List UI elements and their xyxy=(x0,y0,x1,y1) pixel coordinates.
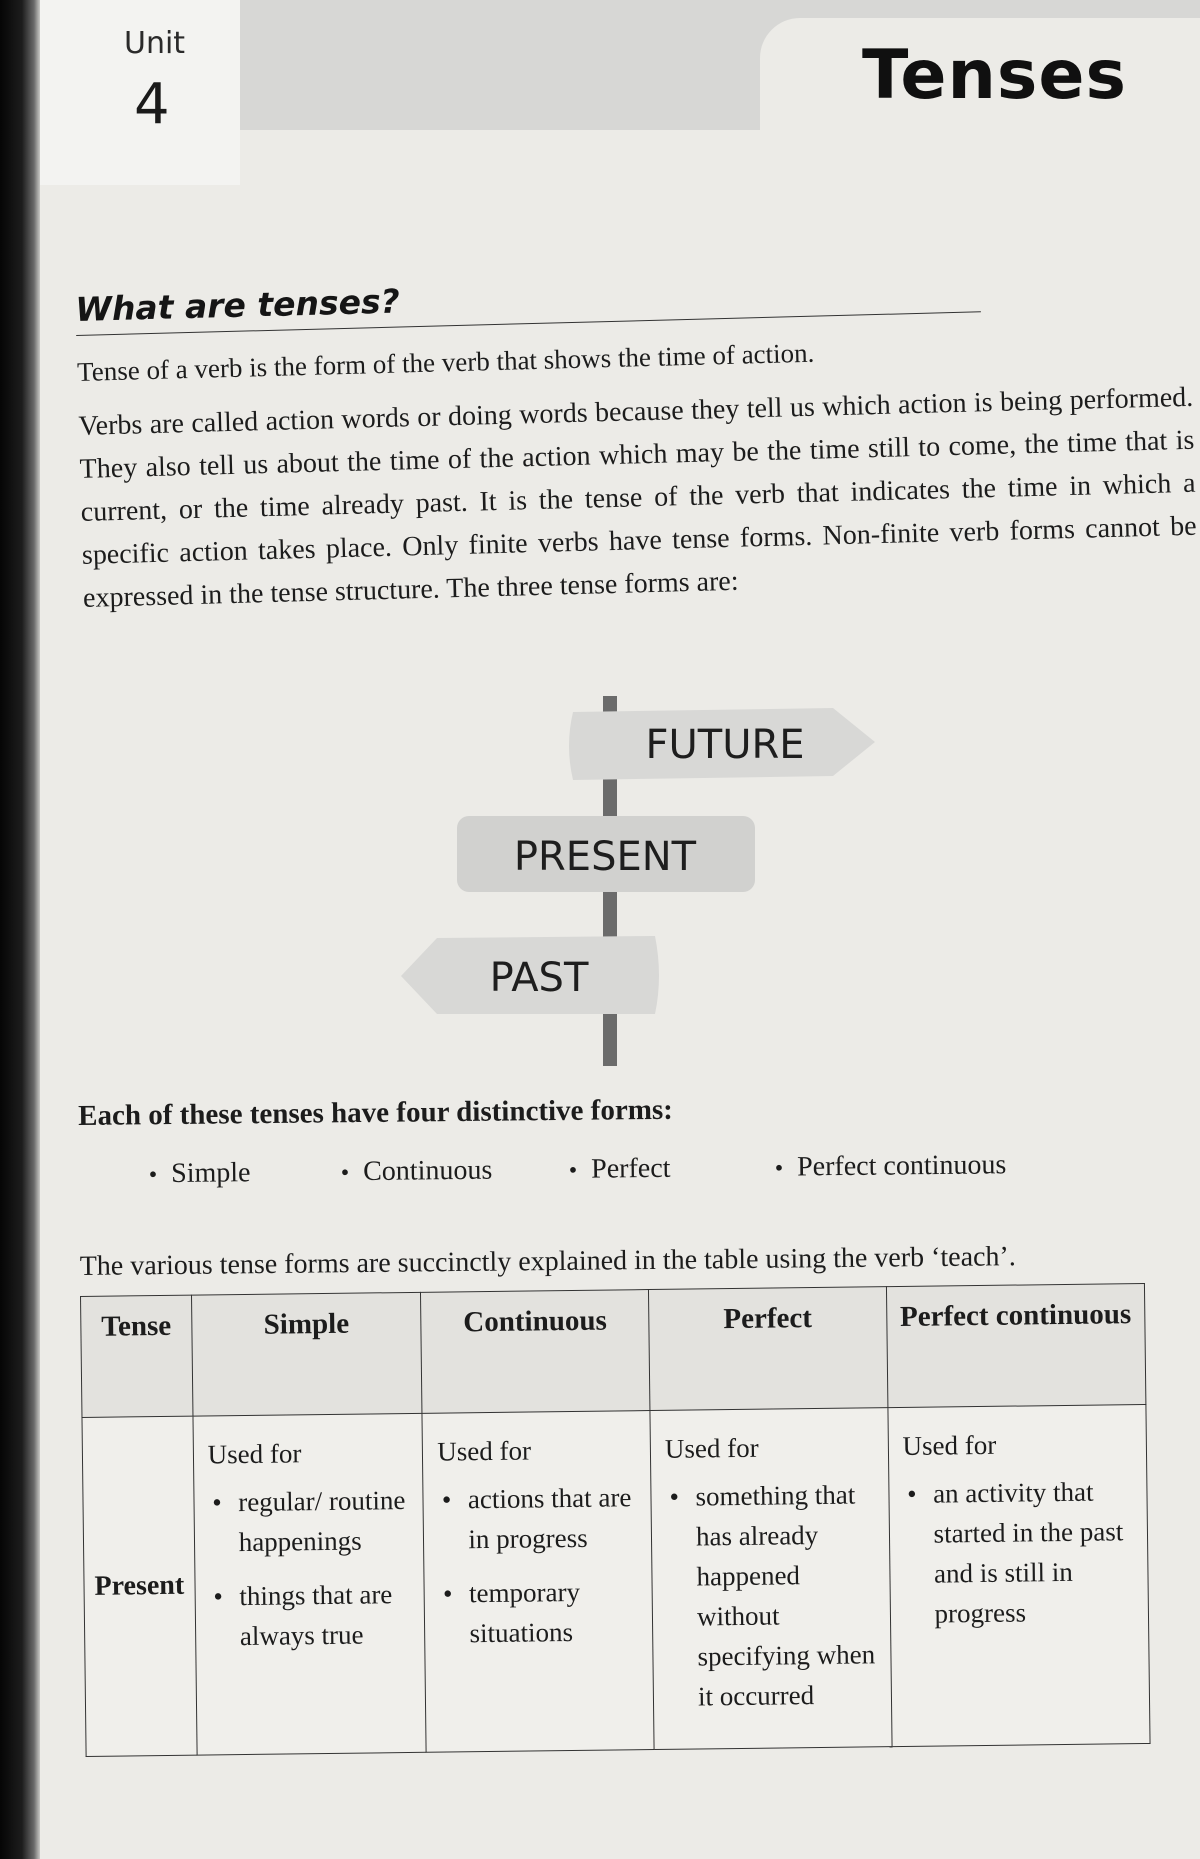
cell-bullet: • temporary situations xyxy=(439,1571,639,1653)
section-heading: What are tenses? xyxy=(75,266,981,336)
page-title: Tenses xyxy=(862,36,1127,115)
cell-bullet: • regular/ routine happenings xyxy=(208,1480,410,1562)
unit-number: 4 xyxy=(134,72,170,137)
form-perfect-continuous: • Perfect continuous xyxy=(775,1149,1007,1183)
table-intro: The various tense forms are succinctly explained in the table using the verb ‘teach’. xyxy=(79,1241,1016,1282)
form-perfect: • Perfect xyxy=(569,1153,671,1186)
header-perfect-continuous: Perfect continuous xyxy=(886,1283,1146,1407)
forms-heading: Each of these tenses have four distinctive forms: xyxy=(78,1093,674,1132)
header-continuous: Continuous xyxy=(421,1290,650,1414)
cell-lead: Used for xyxy=(437,1435,532,1467)
cell-bullet: • something that has already happened without specifying when it occurred xyxy=(665,1474,876,1717)
row-tense-present: Present xyxy=(82,1416,197,1756)
cell-present-continuous xyxy=(422,1411,654,1753)
cell-bullet: • things that are always true xyxy=(209,1574,411,1656)
form-simple: • Simple xyxy=(149,1157,251,1190)
tense-table xyxy=(80,1283,1151,1757)
form-continuous: • Continuous xyxy=(341,1155,493,1189)
cell-bullet: • an activity that started in the past and is still in progress xyxy=(903,1471,1134,1634)
present-label: PRESENT xyxy=(513,834,697,880)
forms-section xyxy=(78,1088,1180,1283)
future-label: FUTURE xyxy=(645,722,805,768)
book-spine-shadow xyxy=(0,0,40,1859)
cell-bullet-list xyxy=(208,1480,411,1656)
cell-present-perfect-continuous xyxy=(888,1404,1151,1746)
cell-bullet: • actions that are in progress xyxy=(438,1477,638,1559)
body-paragraph: Verbs are called action words or doing words because they tell us which action is being performed. They also tell us about the time of the action which may be the time still to come, the time that is current, or the time already past. It is the tense of the verb that indicates the time in which a specific action takes place. Only finite verbs have tense forms. Non-finite verb forms cannot be expressed in the tense structure. The three tense forms are: xyxy=(78,381,1197,614)
cell-lead: Used for xyxy=(902,1429,997,1461)
cell-present-simple xyxy=(193,1413,427,1755)
cell-bullet-list xyxy=(903,1471,1134,1634)
cell-bullet-list xyxy=(438,1477,639,1653)
table-row xyxy=(82,1404,1150,1756)
what-are-tenses-section xyxy=(75,261,1198,620)
forms-list xyxy=(79,1147,1179,1209)
header-tense: Tense xyxy=(81,1295,193,1417)
definition-paragraph: Tense of a verb is the form of the verb that shows the time of action. xyxy=(76,337,815,387)
signpost-illustration xyxy=(355,686,885,1066)
cell-lead: Used for xyxy=(664,1432,759,1464)
cell-bullet-list xyxy=(665,1474,876,1717)
unit-label: Unit xyxy=(124,26,186,61)
header-simple: Simple xyxy=(191,1292,422,1416)
cell-present-perfect xyxy=(650,1408,892,1750)
table-header-row xyxy=(81,1283,1146,1417)
header-perfect: Perfect xyxy=(648,1287,887,1411)
cell-lead: Used for xyxy=(207,1438,302,1470)
past-label: PAST xyxy=(489,955,589,1001)
